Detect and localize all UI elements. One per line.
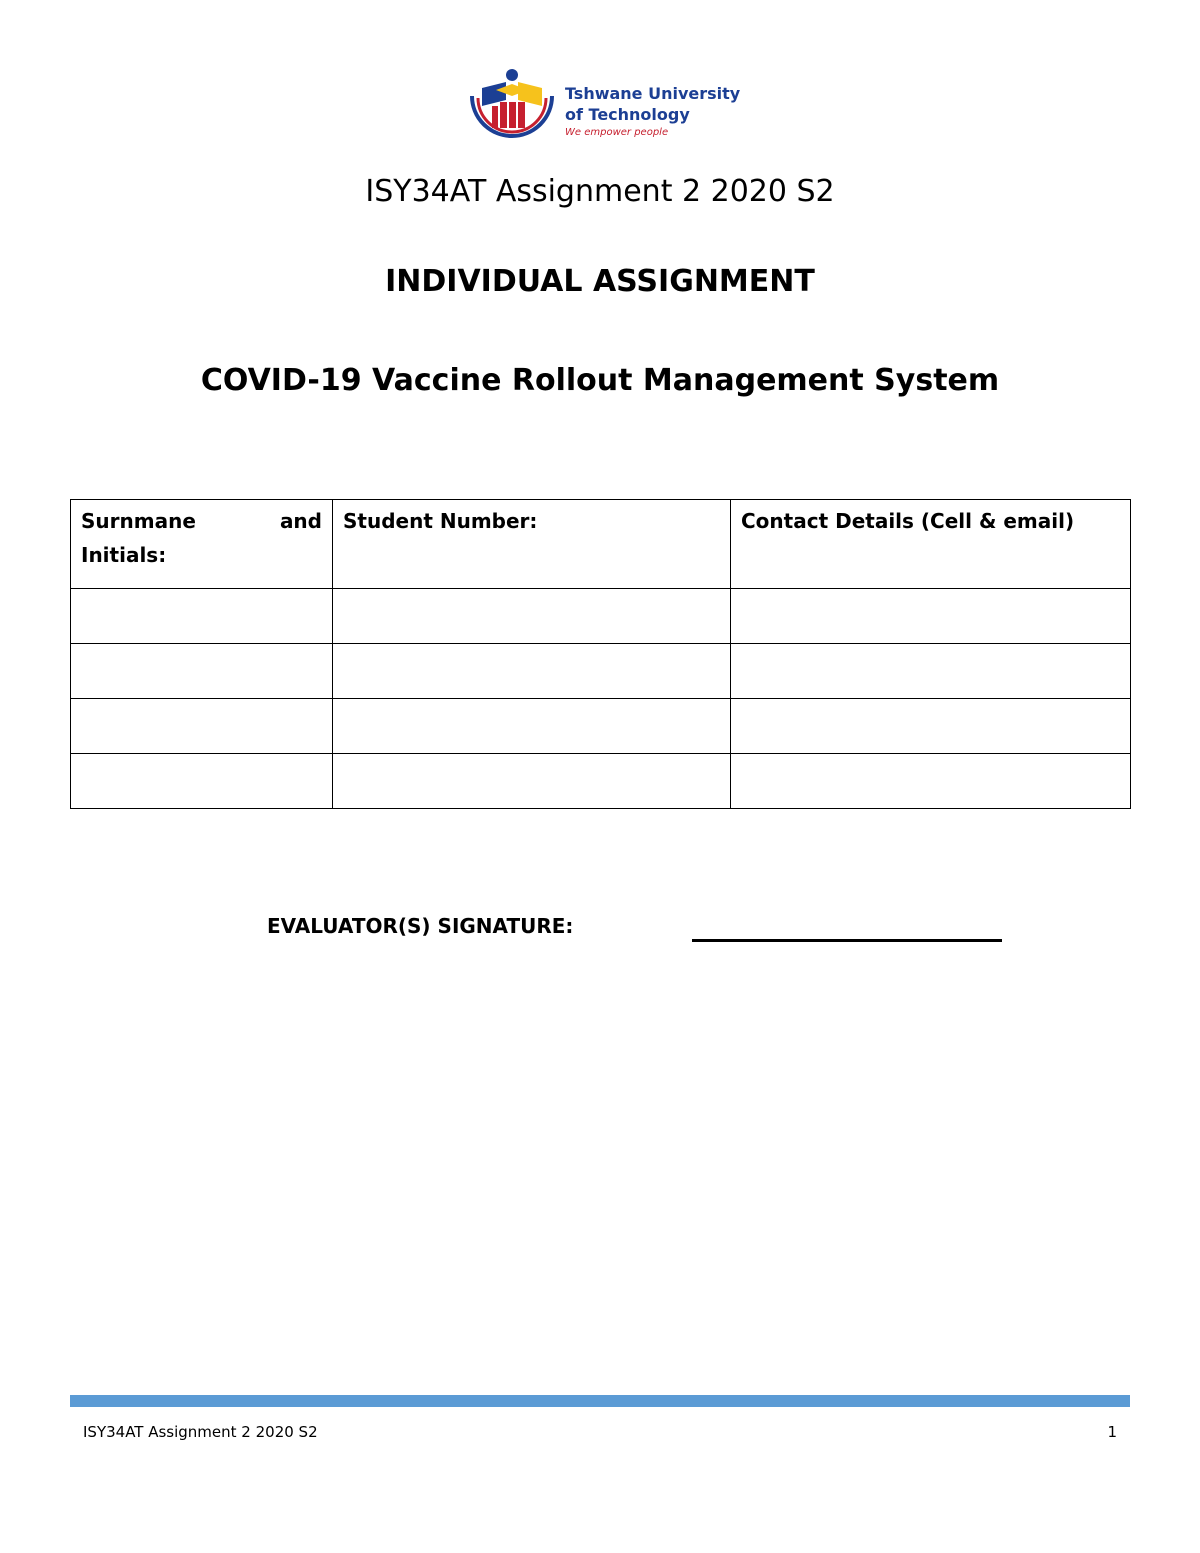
header-surname-word: Surnmane xyxy=(81,509,196,533)
university-name xyxy=(565,83,740,125)
assignment-type-heading: INDIVIDUAL ASSIGNMENT xyxy=(385,264,815,299)
student-details-table xyxy=(70,499,1131,809)
surname-cell[interactable] xyxy=(71,644,333,699)
header-initials-word: Initials: xyxy=(81,543,167,567)
footer-divider-bar xyxy=(70,1395,1130,1407)
contact-details-cell[interactable] xyxy=(731,699,1131,754)
contact-details-cell[interactable] xyxy=(731,589,1131,644)
footer-title: ISY34AT Assignment 2 2020 S2 xyxy=(83,1423,318,1441)
footer-page-number: 1 xyxy=(1107,1423,1117,1441)
student-number-cell[interactable] xyxy=(333,644,731,699)
university-name-line1: Tshwane University xyxy=(565,84,741,103)
table-row xyxy=(71,644,1131,699)
evaluator-signature-label: EVALUATOR(S) SIGNATURE: xyxy=(267,914,574,938)
surname-cell[interactable] xyxy=(71,754,333,809)
university-name-line2: of Technology xyxy=(565,105,690,124)
student-number-cell[interactable] xyxy=(333,589,731,644)
table-header-row xyxy=(71,500,1131,589)
course-title: ISY34AT Assignment 2 2020 S2 xyxy=(365,174,835,209)
student-number-cell[interactable] xyxy=(333,699,731,754)
university-tagline: We empower people xyxy=(565,127,669,138)
header-surname-initials xyxy=(71,500,333,589)
tut-emblem-icon xyxy=(466,66,558,150)
header-contact-details: Contact Details (Cell & email) xyxy=(731,500,1131,589)
surname-cell[interactable] xyxy=(71,699,333,754)
signature-line[interactable] xyxy=(692,939,1002,942)
table-row xyxy=(71,754,1131,809)
university-logo xyxy=(466,66,756,150)
table-row xyxy=(71,589,1131,644)
contact-details-cell[interactable] xyxy=(731,644,1131,699)
student-number-cell[interactable] xyxy=(333,754,731,809)
contact-details-cell[interactable] xyxy=(731,754,1131,809)
table-row xyxy=(71,699,1131,754)
surname-cell[interactable] xyxy=(71,589,333,644)
header-and-word: and xyxy=(279,509,322,533)
header-student-number: Student Number: xyxy=(333,500,731,589)
project-title: COVID-19 Vaccine Rollout Management System xyxy=(200,363,1000,398)
